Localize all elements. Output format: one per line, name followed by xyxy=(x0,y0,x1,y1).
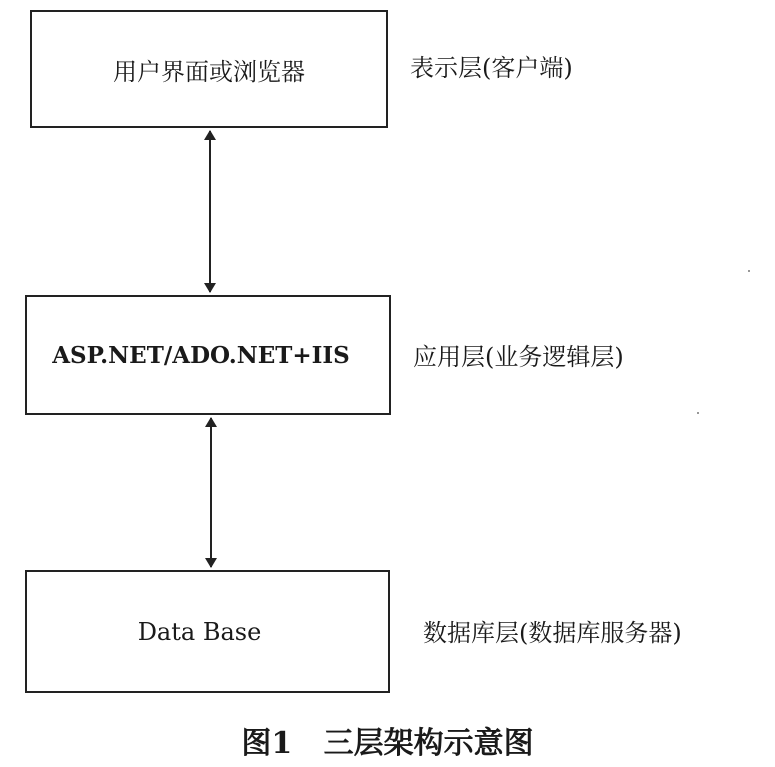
application-layer-label: 应用层(业务逻辑层) xyxy=(413,343,624,371)
database-layer-label: 数据库层(数据库服务器) xyxy=(423,619,682,647)
database-layer-box xyxy=(25,570,390,693)
scan-speck xyxy=(748,270,750,272)
presentation-layer-label: 表示层(客户端) xyxy=(410,54,573,82)
application-layer-box xyxy=(25,295,391,415)
application-layer-box-label: ASP.NET/ADO.NET+IIS xyxy=(52,341,350,369)
presentation-layer-box xyxy=(30,10,388,128)
presentation-layer-box-label: 用户界面或浏览器 xyxy=(113,57,305,86)
scan-speck xyxy=(697,412,699,414)
figure-caption: 图1 三层架构示意图 xyxy=(241,726,534,761)
database-layer-box-label: Data Base xyxy=(137,617,262,646)
